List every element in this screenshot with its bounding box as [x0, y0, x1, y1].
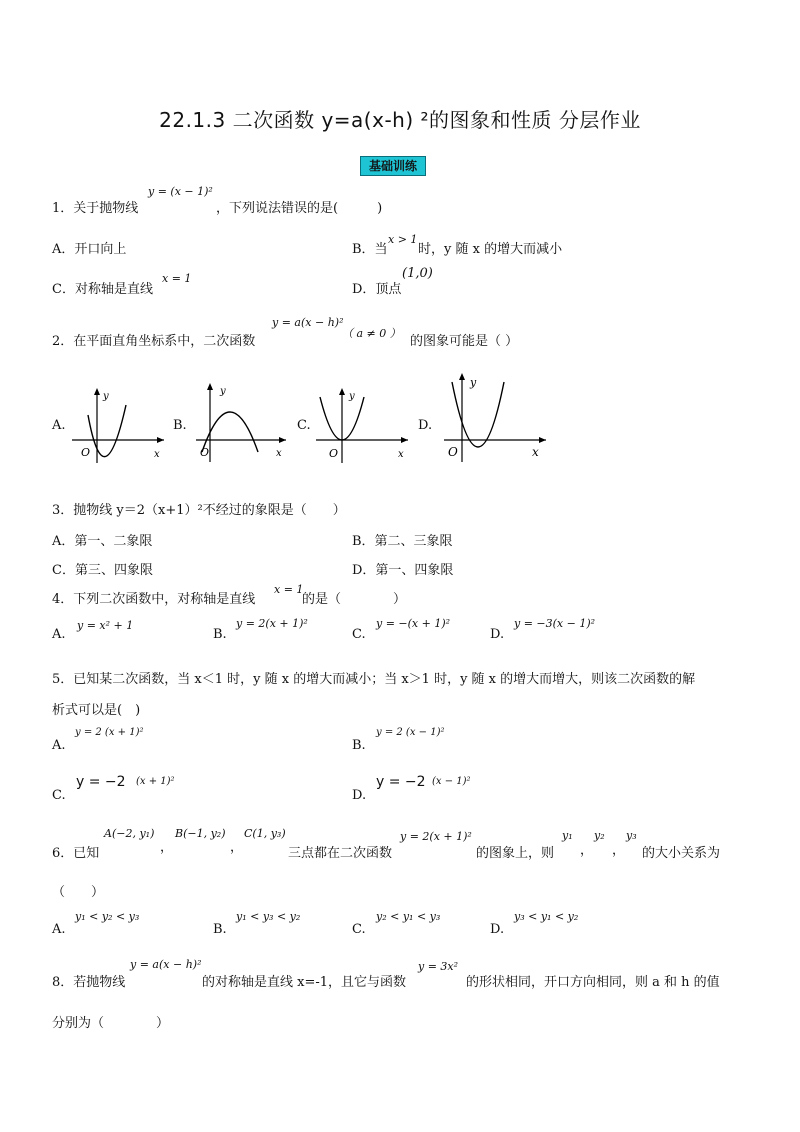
- q6-y3: y₃: [626, 829, 637, 842]
- q6-mid-text-2: 的图象上，则: [476, 846, 555, 861]
- y-axis-arrow: [459, 373, 465, 380]
- q6-option-d: y₃ < y₁ < y₂: [514, 910, 579, 923]
- q5-option-a-label: A.: [52, 738, 66, 753]
- q5-option-d-label: D.: [352, 788, 367, 803]
- q5-option-b: y = 2 (x − 1)²: [376, 727, 445, 738]
- q4-suffix: 的是（ ）: [302, 592, 407, 607]
- q8-mid-text: 的对称轴是直线 x=-1，且它与函数: [202, 975, 407, 990]
- q1-option-b-suffix: 时，y 随 x 的增大而减小: [418, 242, 563, 257]
- y-axis-arrow: [207, 383, 213, 390]
- origin-label: O: [448, 445, 458, 459]
- q1-suffix: ，下列说法错误的是( ): [216, 201, 383, 216]
- x-axis-label: x: [154, 449, 160, 460]
- x-axis-arrow: [279, 437, 286, 443]
- q3-option-c: C．第三、四象限: [52, 563, 153, 578]
- q6-option-b: y₁ < y₃ < y₂: [236, 910, 301, 923]
- q5-option-c-rest: (x + 1)²: [136, 776, 175, 787]
- q1-prefix: 1．关于抛物线: [52, 201, 139, 216]
- q4-option-d: y = −3(x − 1)²: [514, 617, 596, 630]
- x-axis-arrow: [157, 437, 164, 443]
- q3-option-b: B．第二、三象限: [352, 534, 453, 549]
- q4-prefix: 4．下列二次函数中，对称轴是直线: [52, 592, 256, 607]
- origin-label: O: [81, 446, 91, 459]
- x-axis-arrow: [401, 437, 408, 443]
- x-axis-label: x: [276, 448, 282, 459]
- q5-option-c-coef: y = −2: [76, 774, 126, 790]
- q5-line-2: 析式可以是( ): [52, 703, 141, 718]
- q8-prefix: 8．若抛物线: [52, 975, 126, 990]
- q6-separator-1: ，: [160, 840, 174, 855]
- q2-graph-b: [190, 380, 290, 465]
- q3-option-a: A．第一、二象限: [52, 534, 153, 549]
- q2-formula: y = a(x − h)²: [272, 316, 344, 329]
- q1-option-c-math: x = 1: [162, 272, 192, 285]
- q6-prefix: 6．已知: [52, 846, 100, 861]
- q1-formula: y = (x − 1)²: [148, 185, 213, 198]
- q6-suffix: 的大小关系为: [642, 846, 721, 861]
- q1-option-a: A．开口向上: [52, 242, 127, 257]
- section-badge: 基础训练: [360, 156, 426, 176]
- q2-graph-c: [312, 385, 412, 465]
- q1-option-c-prefix: C．对称轴是直线: [52, 282, 153, 297]
- q8-suffix: 的形状相同，开口方向相同，则 a 和 h 的值: [466, 975, 720, 990]
- y-axis-arrow: [94, 388, 100, 395]
- q6-separator-3: ，: [580, 843, 594, 858]
- q3-option-d: D．第一、四象限: [352, 563, 454, 578]
- q2-option-a-label: A.: [52, 418, 66, 433]
- q5-option-d-coef: y = −2: [376, 774, 426, 790]
- q1-option-d-prefix: D．顶点: [352, 282, 402, 297]
- q1-option-b-prefix: B．当: [352, 242, 388, 257]
- y-axis-label: y: [470, 376, 477, 389]
- parabola-curve: [88, 405, 126, 457]
- q4-math: x = 1: [274, 583, 304, 596]
- q4-option-b-label: B.: [213, 627, 227, 642]
- q2-option-c-label: C.: [297, 418, 311, 433]
- q8-formula-1: y = a(x − h)²: [130, 958, 202, 971]
- q2-option-d-label: D.: [418, 418, 433, 433]
- q2-prefix: 2．在平面直角坐标系中，二次函数: [52, 334, 256, 349]
- y-axis-arrow: [339, 388, 345, 395]
- q6-separator-2: ，: [230, 840, 244, 855]
- y-axis-label: y: [220, 386, 226, 397]
- q6-y2: y₂: [594, 829, 605, 842]
- q8-line-2: 分别为（ ）: [52, 1016, 170, 1031]
- q5-line-1: 5．已知某二次函数，当 x＜1 时，y 随 x 的增大而减小；当 x＞1 时，y 随 x 的增大而增大，则该二次函数的解: [52, 672, 696, 687]
- x-axis-label: x: [398, 449, 404, 460]
- origin-label: O: [200, 446, 210, 459]
- q4-option-c: y = −(x + 1)²: [376, 617, 451, 630]
- q6-option-c: y₂ < y₁ < y₃: [376, 910, 441, 923]
- y-axis-label: y: [349, 391, 355, 402]
- q4-option-a: y = x² + 1: [77, 619, 134, 632]
- q2-graph-a: [68, 385, 168, 465]
- q5-option-b-label: B.: [352, 738, 366, 753]
- q6-point-c: C(1, y₃): [244, 827, 286, 840]
- x-axis-label: x: [532, 445, 539, 459]
- q6-option-a-label: A.: [52, 922, 66, 937]
- q2-graph-d: [440, 370, 550, 465]
- q1-option-b-math: x > 1: [388, 233, 418, 246]
- q3-text: 3．抛物线 y＝2（x+1）²不经过的象限是（ ）: [52, 503, 346, 518]
- page-title: 22.1.3 二次函数 y=a(x-h) ²的图象和性质 分层作业: [159, 108, 641, 132]
- q6-separator-4: ，: [612, 843, 626, 858]
- q5-option-a: y = 2 (x + 1)²: [75, 727, 144, 738]
- q2-option-b-label: B.: [173, 418, 187, 433]
- q5-option-c-label: C.: [52, 788, 66, 803]
- x-axis-arrow: [539, 437, 546, 443]
- q6-point-b: B(−1, y₂): [175, 827, 226, 840]
- q6-option-a: y₁ < y₂ < y₃: [75, 910, 140, 923]
- q5-option-d-rest: (x − 1)²: [432, 776, 471, 787]
- q2-condition: （ a ≠ 0 ）: [342, 327, 401, 340]
- q6-y1: y₁: [562, 829, 573, 842]
- parabola-curve: [452, 382, 504, 447]
- origin-label: O: [329, 447, 339, 460]
- q4-option-a-label: A.: [52, 627, 66, 642]
- y-axis-label: y: [103, 391, 109, 402]
- q4-option-d-label: D.: [490, 627, 505, 642]
- q8-formula-2: y = 3x²: [418, 960, 459, 973]
- q4-option-b: y = 2(x + 1)²: [236, 617, 308, 630]
- q6-option-c-label: C.: [352, 922, 366, 937]
- q6-option-d-label: D.: [490, 922, 505, 937]
- q4-option-c-label: C.: [352, 627, 366, 642]
- q6-point-a: A(−2, y₁): [104, 827, 155, 840]
- q6-mid-text: 三点都在二次函数: [288, 846, 393, 861]
- q6-blank: （ ）: [52, 885, 105, 900]
- q6-option-b-label: B.: [213, 922, 227, 937]
- q6-formula: y = 2(x + 1)²: [400, 830, 472, 843]
- q2-suffix: 的图象可能是（ ）: [410, 334, 519, 349]
- q1-option-d-math: (1,0): [402, 266, 433, 281]
